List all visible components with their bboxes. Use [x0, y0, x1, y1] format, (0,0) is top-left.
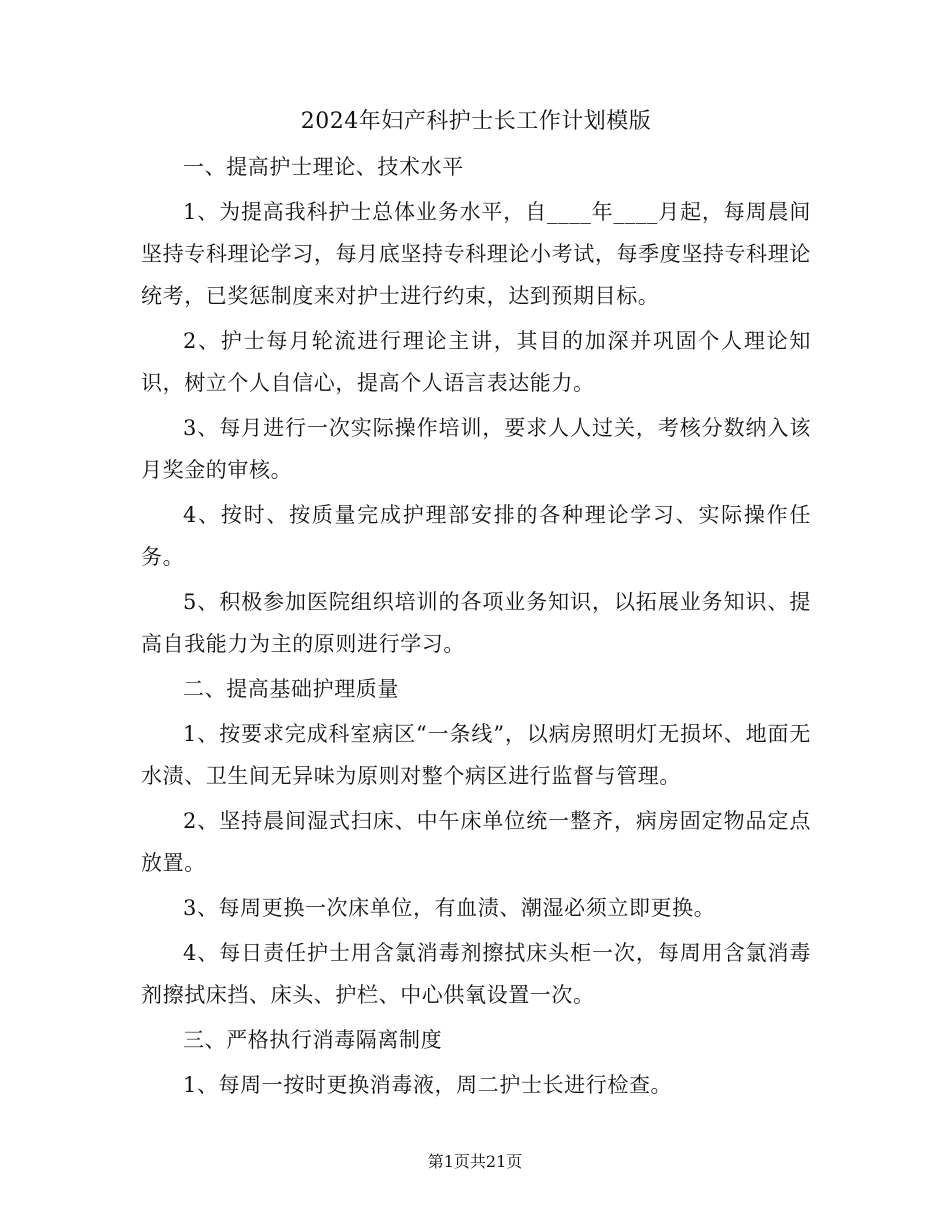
- paragraph: 4、按时、按质量完成护理部安排的各种理论学习、实际操作任务。: [141, 503, 811, 569]
- section-heading-2: 二、提高基础护理质量: [183, 677, 399, 701]
- paragraph: 5、积极参加医院组织培训的各项业务知识，以拓展业务知识、提高自我能力为主的原则进行学习。: [141, 590, 811, 656]
- paragraph: 1、每周一按时更换消毒液，周二护士长进行检查。: [183, 1073, 673, 1097]
- section-heading-3: 三、严格执行消毒隔离制度: [183, 1028, 443, 1052]
- document-body: [141, 100, 811, 1109]
- paragraph: 2、坚持晨间湿式扫床、中午床单位统一整齐，病房固定物品定点放置。: [141, 809, 811, 875]
- paragraph: 3、每月进行一次实际操作培训，要求人人过关，考核分数纳入该月奖金的审核。: [141, 416, 811, 482]
- page-number: 第1页共21页: [427, 1152, 523, 1171]
- paragraph: 1、按要求完成科室病区“一条线”，以病房照明灯无损坏、地面无水渍、卫生间无异味为原则对整个病区进行监督与管理。: [141, 722, 811, 788]
- paragraph: 3、每周更换一次床单位，有血渍、潮湿必须立即更换。: [183, 896, 716, 920]
- section-heading-1: 一、提高护士理论、技术水平: [183, 155, 464, 179]
- document-title: 2024年妇产科护士长工作计划模版: [300, 109, 652, 134]
- paragraph: 4、每日责任护士用含氯消毒剂擦拭床头柜一次，每周用含氯消毒剂擦拭床挡、床头、护栏、中心供氧设置一次。: [141, 941, 811, 1007]
- paragraph: 2、护士每月轮流进行理论主讲，其目的加深并巩固个人理论知识，树立个人自信心，提高个人语言表达能力。: [141, 329, 811, 395]
- paragraph: 1、为提高我科护士总体业务水平，自____年____月起，每周晨间坚持专科理论学习，每月底坚持专科理论小考试，每季度坚持专科理论统考，已奖惩制度来对护士进行约束，达到预期目标。: [141, 200, 811, 308]
